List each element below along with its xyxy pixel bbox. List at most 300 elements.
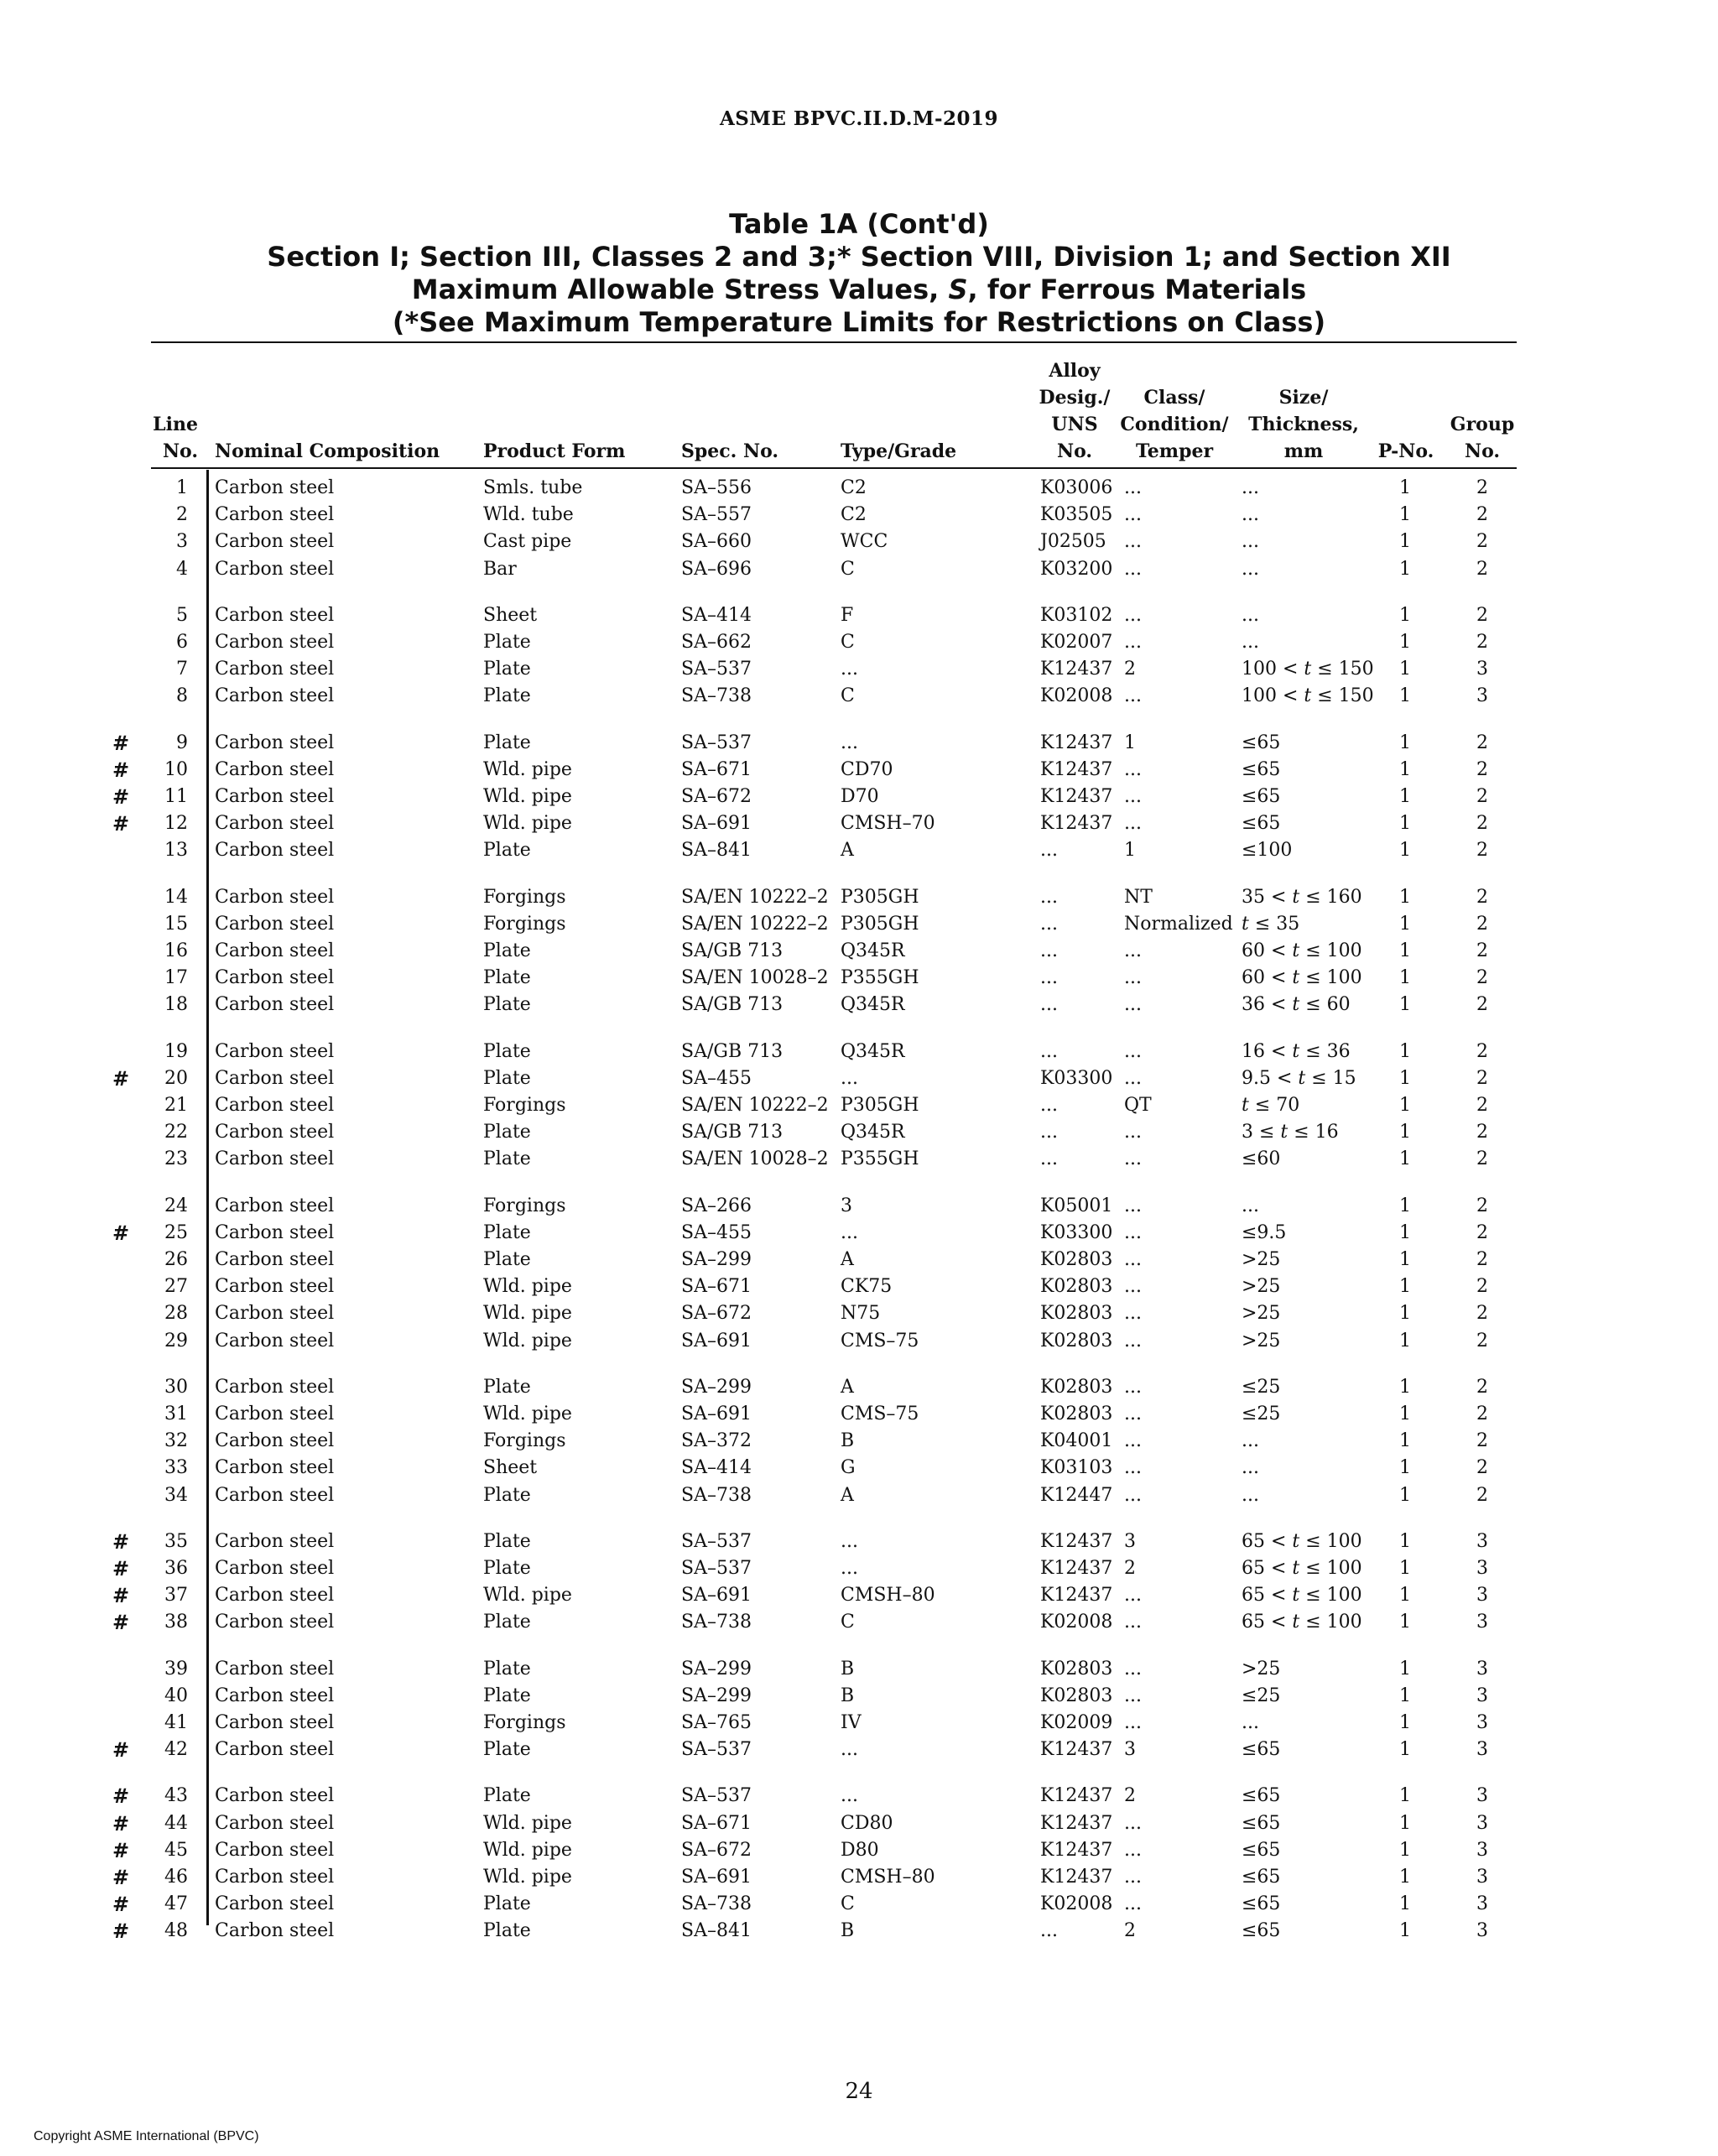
- uns-no-cell: K03103: [1040, 1457, 1113, 1479]
- p-no-cell: 1: [1399, 1839, 1411, 1861]
- table-row: [0, 1656, 1718, 1683]
- class-condition-cell: ...: [1124, 813, 1142, 835]
- group-no-cell: 2: [1476, 1403, 1488, 1424]
- type-grade-cell: Q345R: [841, 1122, 905, 1143]
- group-no-cell: 3: [1476, 685, 1488, 707]
- composition-cell: Carbon steel: [215, 1658, 335, 1679]
- line-no-cell: 19: [164, 1040, 188, 1062]
- p-no-cell: 1: [1399, 659, 1411, 680]
- spec-no-cell: SA–299: [681, 1376, 752, 1398]
- spec-no-cell: SA–299: [681, 1249, 752, 1270]
- p-no-cell: 1: [1399, 1739, 1411, 1761]
- line-no-cell: 26: [164, 1249, 188, 1270]
- p-no-cell: 1: [1399, 1558, 1411, 1579]
- composition-cell: Carbon steel: [215, 1712, 335, 1733]
- composition-cell: Carbon steel: [215, 813, 335, 835]
- spec-no-cell: SA–738: [681, 685, 752, 707]
- uns-no-cell: ...: [1040, 994, 1058, 1016]
- type-grade-cell: 3: [841, 1195, 852, 1216]
- col-header-spec-no: Spec. No.: [681, 440, 779, 462]
- class-condition-cell: ...: [1124, 632, 1142, 653]
- spec-no-cell: SA–691: [681, 1330, 752, 1351]
- size-thickness-cell: t ≤ 70: [1242, 1095, 1300, 1116]
- p-no-cell: 1: [1399, 886, 1411, 908]
- group-no-cell: 2: [1476, 786, 1488, 807]
- type-grade-cell: B: [841, 1920, 855, 1942]
- composition-cell: Carbon steel: [215, 840, 335, 862]
- product-form-cell: Wld. pipe: [483, 1276, 572, 1298]
- table-row: [0, 683, 1718, 710]
- composition-cell: Carbon steel: [215, 1867, 335, 1888]
- type-grade-cell: N75: [841, 1303, 881, 1325]
- class-condition-cell: ...: [1124, 1430, 1142, 1452]
- spec-no-cell: SA–266: [681, 1195, 752, 1216]
- class-condition-cell: NT: [1124, 886, 1153, 908]
- p-no-cell: 1: [1399, 994, 1411, 1016]
- composition-cell: Carbon steel: [215, 504, 335, 526]
- table-row: [0, 656, 1718, 683]
- uns-no-cell: K04001: [1040, 1430, 1113, 1452]
- composition-cell: Carbon steel: [215, 1739, 335, 1761]
- line-no-cell: 18: [164, 994, 188, 1016]
- spec-no-cell: SA–672: [681, 1839, 752, 1861]
- product-form-cell: Bar: [483, 558, 517, 580]
- group-no-cell: 2: [1476, 477, 1488, 498]
- size-thickness-cell: ...: [1242, 1712, 1259, 1733]
- table-subtitle-note: (*See Maximum Temperature Limits for Restrictions on Class): [392, 306, 1326, 338]
- size-thickness-cell: ≤65: [1242, 1893, 1281, 1915]
- line-no-cell: 10: [164, 758, 188, 780]
- size-thickness-cell: >25: [1242, 1658, 1281, 1679]
- line-no-cell: 47: [164, 1893, 188, 1915]
- size-thickness-cell: >25: [1242, 1276, 1281, 1298]
- type-grade-cell: P355GH: [841, 1148, 919, 1170]
- product-form-cell: Plate: [483, 1148, 531, 1170]
- size-thickness-cell: 60 < t ≤ 100: [1242, 967, 1362, 989]
- size-thickness-cell: ...: [1242, 504, 1259, 526]
- col-header-type-grade: Type/Grade: [841, 440, 957, 462]
- group-no-cell: 3: [1476, 659, 1488, 680]
- class-condition-cell: 2: [1124, 1785, 1136, 1807]
- spec-no-cell: SA–372: [681, 1430, 752, 1452]
- product-form-cell: Forgings: [483, 1195, 566, 1216]
- group-no-cell: 2: [1476, 1430, 1488, 1452]
- line-no-cell: 11: [164, 786, 188, 807]
- product-form-cell: Plate: [483, 1685, 531, 1706]
- composition-cell: Carbon steel: [215, 1812, 335, 1834]
- class-condition-cell: Normalized: [1124, 913, 1233, 935]
- spec-no-cell: SA–691: [681, 1867, 752, 1888]
- spec-no-cell: SA/EN 10222–2: [681, 1095, 829, 1116]
- group-no-cell: 2: [1476, 1067, 1488, 1089]
- composition-cell: Carbon steel: [215, 1839, 335, 1861]
- uns-no-cell: ...: [1040, 1148, 1058, 1170]
- group-no-cell: 3: [1476, 1785, 1488, 1807]
- composition-cell: Carbon steel: [215, 1685, 335, 1706]
- line-no-cell: 25: [164, 1221, 188, 1243]
- composition-cell: Carbon steel: [215, 1484, 335, 1506]
- group-no-cell: 2: [1476, 732, 1488, 753]
- table-row: [0, 837, 1718, 864]
- size-thickness-cell: >25: [1242, 1330, 1281, 1351]
- class-condition-cell: ...: [1124, 1457, 1142, 1479]
- table-row: [0, 1891, 1718, 1918]
- spec-no-cell: SA/GB 713: [681, 940, 784, 961]
- table-row: [0, 1918, 1718, 1945]
- size-thickness-cell: ≤65: [1242, 1739, 1281, 1761]
- product-form-cell: Wld. pipe: [483, 1867, 572, 1888]
- class-condition-cell: ...: [1124, 1067, 1142, 1089]
- line-no-cell: 20: [164, 1067, 188, 1089]
- revision-mark: #: [112, 1611, 130, 1635]
- revision-mark: #: [112, 1838, 130, 1862]
- p-no-cell: 1: [1399, 732, 1411, 753]
- uns-no-cell: K02009: [1040, 1712, 1113, 1733]
- table-row: [0, 1374, 1718, 1401]
- table-row: [0, 730, 1718, 757]
- class-condition-cell: ...: [1124, 1249, 1142, 1270]
- table-row: [0, 1092, 1718, 1119]
- class-condition-cell: ...: [1124, 558, 1142, 580]
- uns-no-cell: K12437: [1040, 1812, 1113, 1834]
- product-form-cell: Plate: [483, 940, 531, 961]
- group-no-cell: 3: [1476, 1712, 1488, 1733]
- type-grade-cell: C: [841, 685, 855, 707]
- uns-no-cell: K12437: [1040, 1585, 1113, 1607]
- group-no-cell: 2: [1476, 531, 1488, 553]
- size-thickness-cell: t ≤ 35: [1242, 913, 1300, 935]
- uns-no-cell: ...: [1040, 1122, 1058, 1143]
- product-form-cell: Plate: [483, 659, 531, 680]
- uns-no-cell: ...: [1040, 840, 1058, 862]
- uns-no-cell: K03300: [1040, 1221, 1113, 1243]
- table-row: [0, 1119, 1718, 1146]
- table-row: [0, 1328, 1718, 1355]
- group-no-cell: 2: [1476, 758, 1488, 780]
- type-grade-cell: ...: [841, 1785, 858, 1807]
- group-no-cell: 3: [1476, 1739, 1488, 1761]
- type-grade-cell: ...: [841, 1221, 858, 1243]
- p-no-cell: 1: [1399, 913, 1411, 935]
- table-row: [0, 1428, 1718, 1455]
- uns-no-cell: K03200: [1040, 558, 1113, 580]
- col-header-uns-no: Alloy Desig./ UNS No.: [1039, 360, 1111, 462]
- composition-cell: Carbon steel: [215, 994, 335, 1016]
- size-thickness-cell: >25: [1242, 1249, 1281, 1270]
- uns-no-cell: K02803: [1040, 1249, 1113, 1270]
- product-form-cell: Plate: [483, 1785, 531, 1807]
- uns-no-cell: K12437: [1040, 813, 1113, 835]
- type-grade-cell: F: [841, 604, 854, 626]
- spec-no-cell: SA/GB 713: [681, 1122, 784, 1143]
- group-no-cell: 2: [1476, 1303, 1488, 1325]
- product-form-cell: Plate: [483, 840, 531, 862]
- size-thickness-cell: ...: [1242, 604, 1259, 626]
- uns-no-cell: K02008: [1040, 685, 1113, 707]
- type-grade-cell: Q345R: [841, 994, 905, 1016]
- product-form-cell: Forgings: [483, 913, 566, 935]
- product-form-cell: Wld. pipe: [483, 1839, 572, 1861]
- spec-no-cell: SA–537: [681, 1558, 752, 1579]
- col-header-group-no: Group No.: [1450, 414, 1515, 462]
- type-grade-cell: C: [841, 1893, 855, 1915]
- composition-cell: Carbon steel: [215, 886, 335, 908]
- uns-no-cell: K12437: [1040, 732, 1113, 753]
- revision-mark: #: [112, 1529, 130, 1554]
- product-form-cell: Plate: [483, 1739, 531, 1761]
- product-form-cell: Plate: [483, 685, 531, 707]
- group-no-cell: 3: [1476, 1658, 1488, 1679]
- uns-no-cell: K02803: [1040, 1658, 1113, 1679]
- uns-no-cell: K02803: [1040, 1403, 1113, 1424]
- group-no-cell: 2: [1476, 632, 1488, 653]
- size-thickness-cell: 100 < t ≤ 150: [1242, 685, 1374, 707]
- p-no-cell: 1: [1399, 531, 1411, 553]
- table-row: [0, 1039, 1718, 1065]
- class-condition-cell: ...: [1124, 1221, 1142, 1243]
- spec-no-cell: SA–691: [681, 1585, 752, 1607]
- table-row: [0, 1737, 1718, 1763]
- uns-no-cell: K03102: [1040, 604, 1113, 626]
- product-form-cell: Plate: [483, 1920, 531, 1942]
- size-thickness-cell: ≤65: [1242, 1920, 1281, 1942]
- line-no-cell: 46: [164, 1867, 188, 1888]
- spec-no-cell: SA–299: [681, 1685, 752, 1706]
- size-thickness-cell: 35 < t ≤ 160: [1242, 886, 1362, 908]
- composition-cell: Carbon steel: [215, 1276, 335, 1298]
- product-form-cell: Wld. pipe: [483, 1330, 572, 1351]
- spec-no-cell: SA–537: [681, 732, 752, 753]
- spec-no-cell: SA–691: [681, 1403, 752, 1424]
- table-subtitle-stress-pre: Maximum Allowable Stress Values,: [411, 273, 949, 305]
- line-no-cell: 28: [164, 1303, 188, 1325]
- uns-no-cell: K02803: [1040, 1276, 1113, 1298]
- spec-no-cell: SA–662: [681, 632, 752, 653]
- composition-cell: Carbon steel: [215, 732, 335, 753]
- uns-no-cell: K12447: [1040, 1484, 1113, 1506]
- type-grade-cell: CD80: [841, 1812, 893, 1834]
- p-no-cell: 1: [1399, 504, 1411, 526]
- uns-no-cell: K02008: [1040, 1612, 1113, 1633]
- uns-no-cell: K02803: [1040, 1376, 1113, 1398]
- size-thickness-cell: >25: [1242, 1303, 1281, 1325]
- class-condition-cell: ...: [1124, 967, 1142, 989]
- spec-no-cell: SA–660: [681, 531, 752, 553]
- uns-no-cell: K12437: [1040, 1558, 1113, 1579]
- size-thickness-cell: ...: [1242, 531, 1259, 553]
- group-no-cell: 2: [1476, 1221, 1488, 1243]
- revision-mark: #: [112, 1738, 130, 1763]
- class-condition-cell: ...: [1124, 1585, 1142, 1607]
- line-no-cell: 45: [164, 1839, 188, 1861]
- size-thickness-cell: ...: [1242, 1195, 1259, 1216]
- revision-mark: #: [112, 1557, 130, 1581]
- p-no-cell: 1: [1399, 685, 1411, 707]
- product-form-cell: Forgings: [483, 1430, 566, 1452]
- class-condition-cell: ...: [1124, 1685, 1142, 1706]
- type-grade-cell: D80: [841, 1839, 879, 1861]
- type-grade-cell: ...: [841, 1739, 858, 1761]
- revision-mark: #: [112, 1893, 130, 1917]
- table-row: [0, 475, 1718, 502]
- table-row: [0, 1146, 1718, 1173]
- size-thickness-cell: 36 < t ≤ 60: [1242, 994, 1351, 1016]
- product-form-cell: Forgings: [483, 1095, 566, 1116]
- uns-no-cell: K12437: [1040, 1530, 1113, 1552]
- product-form-cell: Smls. tube: [483, 477, 583, 498]
- product-form-cell: Plate: [483, 1221, 531, 1243]
- group-no-cell: 2: [1476, 840, 1488, 862]
- composition-cell: Carbon steel: [215, 940, 335, 961]
- size-thickness-cell: ≤25: [1242, 1685, 1281, 1706]
- composition-cell: Carbon steel: [215, 758, 335, 780]
- table-row: [0, 529, 1718, 555]
- class-condition-cell: ...: [1124, 1484, 1142, 1506]
- group-no-cell: 2: [1476, 1376, 1488, 1398]
- spec-no-cell: SA–557: [681, 504, 752, 526]
- type-grade-cell: Q345R: [841, 1040, 905, 1062]
- p-no-cell: 1: [1399, 967, 1411, 989]
- p-no-cell: 1: [1399, 1148, 1411, 1170]
- uns-no-cell: ...: [1040, 1040, 1058, 1062]
- table-row: [0, 1783, 1718, 1810]
- spec-no-cell: SA–841: [681, 840, 752, 862]
- composition-cell: Carbon steel: [215, 1095, 335, 1116]
- size-thickness-cell: ≤65: [1242, 1785, 1281, 1807]
- group-no-cell: 2: [1476, 1040, 1488, 1062]
- revision-mark: #: [112, 731, 130, 755]
- type-grade-cell: A: [841, 1484, 854, 1506]
- table-row: [0, 1300, 1718, 1327]
- col-header-class-condition: Class/ Condition/ Temper: [1120, 387, 1229, 462]
- line-no-cell: 17: [164, 967, 188, 989]
- class-condition-cell: 2: [1124, 1558, 1136, 1579]
- spec-no-cell: SA–455: [681, 1221, 752, 1243]
- uns-no-cell: K02803: [1040, 1330, 1113, 1351]
- line-no-cell: 4: [176, 558, 188, 580]
- spec-no-cell: SA/EN 10028–2: [681, 967, 829, 989]
- composition-cell: Carbon steel: [215, 1785, 335, 1807]
- spec-no-cell: SA–671: [681, 1276, 752, 1298]
- table-row: [0, 1065, 1718, 1092]
- table-row: [0, 1683, 1718, 1710]
- spec-no-cell: SA–672: [681, 1303, 752, 1325]
- type-grade-cell: Q345R: [841, 940, 905, 961]
- product-form-cell: Wld. pipe: [483, 1812, 572, 1834]
- composition-cell: Carbon steel: [215, 604, 335, 626]
- col-header-size-thickness: Size/ Thickness, mm: [1248, 387, 1359, 462]
- p-no-cell: 1: [1399, 758, 1411, 780]
- type-grade-cell: A: [841, 1249, 854, 1270]
- composition-cell: Carbon steel: [215, 1612, 335, 1633]
- table-row: [0, 1864, 1718, 1891]
- line-no-cell: 35: [164, 1530, 188, 1552]
- table-row: [0, 992, 1718, 1018]
- size-thickness-cell: 3 ≤ t ≤ 16: [1242, 1122, 1339, 1143]
- size-thickness-cell: 100 < t ≤ 150: [1242, 659, 1374, 680]
- group-no-cell: 3: [1476, 1685, 1488, 1706]
- uns-no-cell: ...: [1040, 940, 1058, 961]
- uns-no-cell: ...: [1040, 1920, 1058, 1942]
- group-no-cell: 2: [1476, 1276, 1488, 1298]
- size-thickness-cell: ≤65: [1242, 813, 1281, 835]
- p-no-cell: 1: [1399, 1122, 1411, 1143]
- table-row: [0, 938, 1718, 965]
- line-no-cell: 15: [164, 913, 188, 935]
- line-no-cell: 21: [164, 1095, 188, 1116]
- group-no-cell: 2: [1476, 1122, 1488, 1143]
- composition-cell: Carbon steel: [215, 1195, 335, 1216]
- uns-no-cell: K12437: [1040, 1739, 1113, 1761]
- revision-mark: #: [112, 1066, 130, 1091]
- p-no-cell: 1: [1399, 1530, 1411, 1552]
- group-no-cell: 3: [1476, 1812, 1488, 1834]
- size-thickness-cell: ≤65: [1242, 1867, 1281, 1888]
- p-no-cell: 1: [1399, 940, 1411, 961]
- spec-no-cell: SA–537: [681, 1530, 752, 1552]
- type-grade-cell: G: [841, 1457, 856, 1479]
- table-row: [0, 1582, 1718, 1609]
- table-subtitle-stress-post: , for Ferrous Materials: [967, 273, 1307, 305]
- uns-no-cell: K03300: [1040, 1067, 1113, 1089]
- class-condition-cell: QT: [1124, 1095, 1152, 1116]
- spec-no-cell: SA/GB 713: [681, 1040, 784, 1062]
- page-number: 24: [845, 2079, 873, 2104]
- product-form-cell: Wld. pipe: [483, 786, 572, 807]
- table-row: [0, 629, 1718, 656]
- product-form-cell: Plate: [483, 1376, 531, 1398]
- type-grade-cell: ...: [841, 659, 858, 680]
- group-no-cell: 3: [1476, 1839, 1488, 1861]
- class-condition-cell: ...: [1124, 1893, 1142, 1915]
- class-condition-cell: ...: [1124, 1276, 1142, 1298]
- spec-no-cell: SA/EN 10222–2: [681, 886, 829, 908]
- uns-no-cell: K12437: [1040, 1867, 1113, 1888]
- class-condition-cell: ...: [1124, 504, 1142, 526]
- uns-no-cell: K12437: [1040, 786, 1113, 807]
- product-form-cell: Plate: [483, 967, 531, 989]
- size-thickness-cell: ...: [1242, 1430, 1259, 1452]
- composition-cell: Carbon steel: [215, 967, 335, 989]
- size-thickness-cell: ≤9.5: [1242, 1221, 1287, 1243]
- line-no-cell: 48: [164, 1920, 188, 1942]
- size-thickness-cell: 65 < t ≤ 100: [1242, 1530, 1362, 1552]
- type-grade-cell: B: [841, 1658, 855, 1679]
- size-thickness-cell: ...: [1242, 558, 1259, 580]
- p-no-cell: 1: [1399, 1040, 1411, 1062]
- composition-cell: Carbon steel: [215, 1530, 335, 1552]
- class-condition-cell: ...: [1124, 1376, 1142, 1398]
- class-condition-cell: 2: [1124, 1920, 1136, 1942]
- composition-cell: Carbon steel: [215, 1148, 335, 1170]
- line-no-cell: 7: [176, 659, 188, 680]
- product-form-cell: Sheet: [483, 604, 538, 626]
- product-form-cell: Wld. pipe: [483, 758, 572, 780]
- type-grade-cell: CMS–75: [841, 1403, 919, 1424]
- type-grade-cell: ...: [841, 1530, 858, 1552]
- size-thickness-cell: ≤65: [1242, 758, 1281, 780]
- product-form-cell: Forgings: [483, 1712, 566, 1733]
- col-header-nominal-composition: Nominal Composition: [215, 440, 440, 462]
- spec-no-cell: SA–738: [681, 1484, 752, 1506]
- class-condition-cell: ...: [1124, 786, 1142, 807]
- type-grade-cell: ...: [841, 732, 858, 753]
- spec-no-cell: SA–765: [681, 1712, 752, 1733]
- spec-no-cell: SA–455: [681, 1067, 752, 1089]
- p-no-cell: 1: [1399, 1658, 1411, 1679]
- p-no-cell: 1: [1399, 1867, 1411, 1888]
- composition-cell: Carbon steel: [215, 632, 335, 653]
